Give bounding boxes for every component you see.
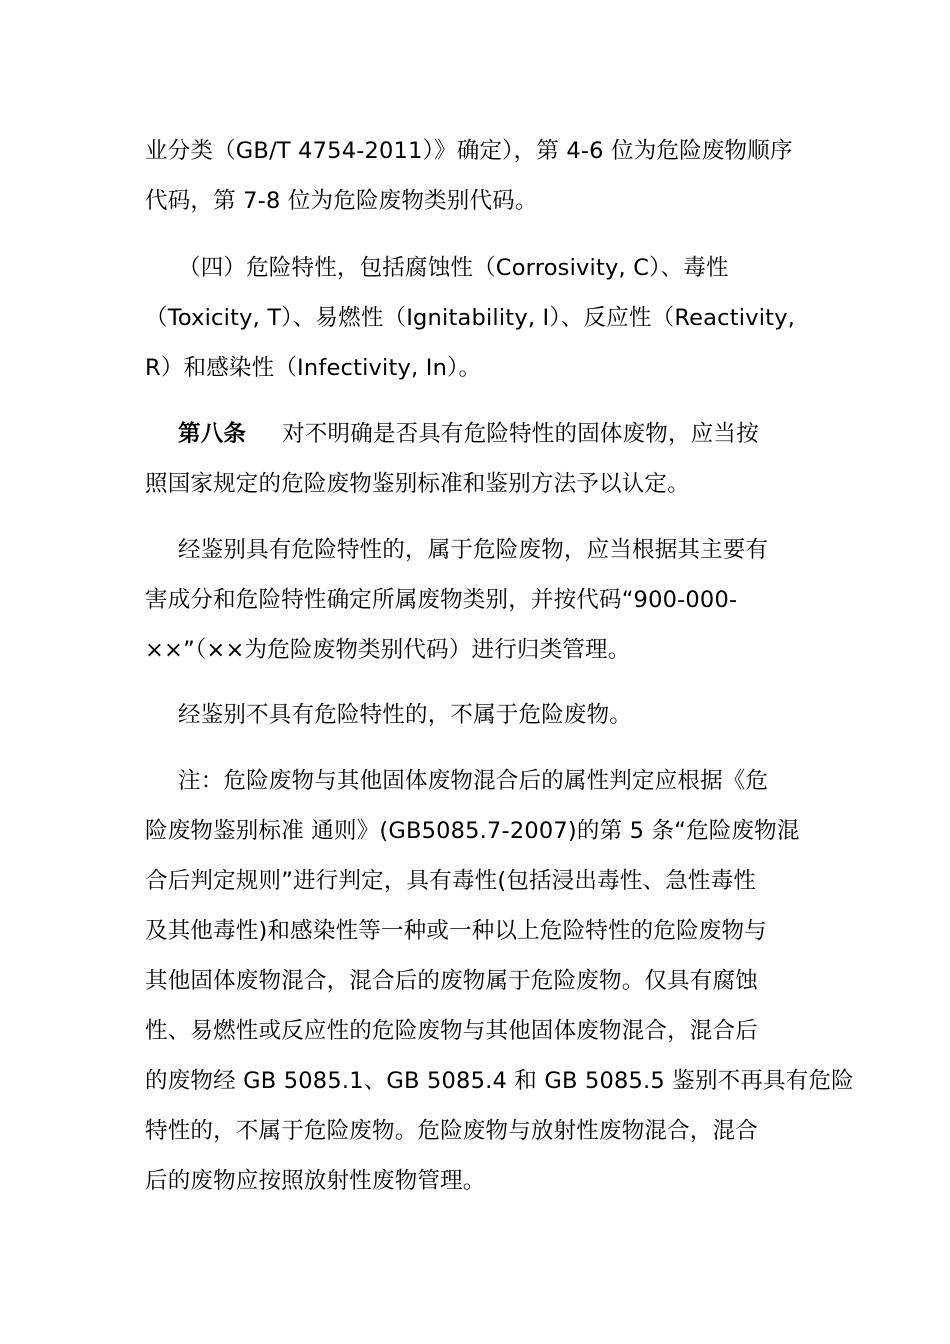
- text-line: 特性的，不属于危险废物。危险废物与放射性废物混合，混合: [145, 1118, 758, 1144]
- text-line: ××”（××为危险废物类别代码）进行归类管理。: [145, 637, 631, 663]
- text-line: （四）危险特性，包括腐蚀性（Corrosivity, C）、毒性: [178, 255, 729, 281]
- text-line: 经鉴别具有危险特性的，属于危险废物，应当根据其主要有: [178, 537, 769, 563]
- paragraph-identified-non-hazardous: [145, 690, 810, 740]
- text-line: 的废物经 GB 5085.1、GB 5085.4 和 GB 5085.5 鉴别不再具有危险: [145, 1068, 854, 1094]
- text-line: （Toxicity, T）、易燃性（Ignitability, I）、反应性（Reactivity,: [145, 305, 796, 331]
- paragraph-hazard-characteristics: [145, 243, 810, 393]
- text-line: 注：危险废物与其他固体废物混合后的属性判定应根据《危: [178, 768, 769, 794]
- text-line: 性、易燃性或反应性的危险废物与其他固体废物混合，混合后: [145, 1018, 758, 1044]
- article-text: 对不明确是否具有危险特性的固体废物，应当按: [282, 421, 759, 447]
- paragraph-article-eight: [145, 409, 810, 509]
- text-line: 代码，第 7-8 位为危险废物类别代码。: [145, 188, 538, 214]
- paragraph-industry-classification: [145, 126, 810, 226]
- text-line: 合后判定规则”进行判定，具有毒性(包括浸出毒性、急性毒性: [145, 868, 757, 894]
- text-line: 其他固体废物混合，混合后的废物属于危险废物。仅具有腐蚀: [145, 968, 758, 994]
- paragraph-identified-hazardous: [145, 525, 810, 675]
- text-line: 照国家规定的危险废物鉴别标准和鉴别方法予以认定。: [145, 471, 690, 497]
- text-line: 险废物鉴别标准 通则》(GB5085.7-2007)的第 5 条“危险废物混: [145, 818, 800, 844]
- text-line: 经鉴别不具有危险特性的，不属于危险废物。: [178, 702, 633, 728]
- text-line: R）和感染性（Infectivity, In）。: [145, 355, 482, 381]
- text-line: 业分类（GB/T 4754-2011）》确定），第 4-6 位为危险废物顺序: [145, 138, 793, 164]
- text-line: [145, 409, 810, 459]
- paragraph-note-mixing-rules: [145, 756, 854, 1206]
- text-line: 及其他毒性)和感染性等一种或一种以上危险特性的危险废物与: [145, 918, 767, 944]
- text-line: 害成分和危险特性确定所属废物类别，并按代码“900-000-: [145, 587, 738, 613]
- text-line: 后的废物应按照放射性废物管理。: [145, 1168, 486, 1194]
- article-heading: 第八条: [178, 421, 247, 447]
